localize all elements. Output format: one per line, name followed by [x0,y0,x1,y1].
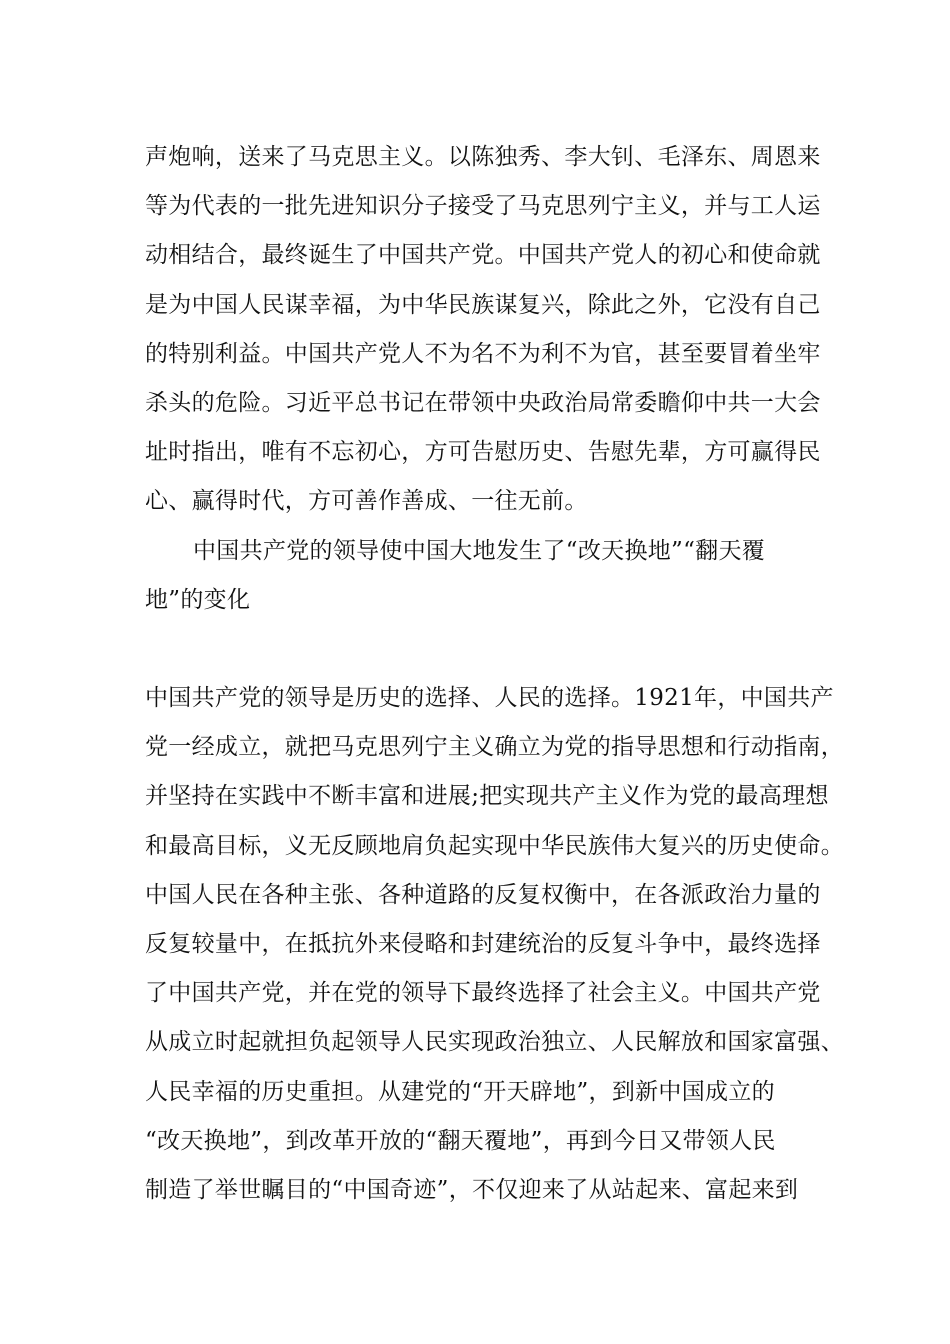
section-heading [145,527,845,625]
text-line: 声炮响，送来了马克思主义。以陈独秀、李大钊、毛泽东、周恩来 [145,144,821,170]
text-line: 党一经成立，就把马克思列宁主义确立为党的指导思想和行动指南， [145,734,844,761]
text-line: 动相结合，最终诞生了中国共产党。中国共产党人的初心和使命就 [145,242,821,269]
text-line: 了中国共产党，并在党的领导下最终选择了社会主义。中国共产党 [145,980,821,1007]
text-line: 址时指出，唯有不忘初心，方可告慰历史、告慰先辈，方可赢得民 [145,439,821,466]
text-line: 是为中国人民谋幸福，为中华民族谋复兴，除此之外，它没有自己 [145,291,821,318]
text-line: 等为代表的一批先进知识分子接受了马克思列宁主义，并与工人运 [145,193,821,220]
text-line: 杀头的危险。习近平总书记在带领中央政治局常委瞻仰中共一大会 [145,389,821,416]
text-line: 和最高目标，义无反顾地肩负起实现中华民族伟大复兴的历史使命。 [145,832,844,859]
heading-line: 地”的变化 [145,586,251,613]
document-body [145,133,845,1215]
text-line: 从成立时起就担负起领导人民实现政治独立、人民解放和国家富强、 [145,1029,844,1056]
text-line: 的特别利益。中国共产党人不为名不为利不为官，甚至要冒着坐牢 [145,340,821,367]
text-line: 中国共产党的领导是历史的选择、人民的选择。1921年，中国共产 [145,685,834,712]
paragraph-2 [145,674,845,1215]
text-line: 并坚持在实践中不断丰富和进展;把实现共产主义作为党的最高理想 [145,783,829,810]
text-line: 中国人民在各种主张、各种道路的反复权衡中，在各派政治力量的 [145,881,821,908]
text-line: 人民幸福的历史重担。从建党的“开天辟地”，到新中国成立的 [145,1078,775,1105]
text-line: “改天换地”，到改革开放的“翻天覆地”，再到今日又带领人民 [145,1127,776,1154]
text-line: 心、赢得时代，方可善作善成、一往无前。 [145,488,588,515]
heading-line: 中国共产党的领导使中国大地发生了“改天换地”“翻天覆 [193,537,766,564]
text-line: 反复较量中，在抵抗外来侵略和封建统治的反复斗争中，最终选择 [145,931,821,957]
paragraph-gap [145,625,845,674]
paragraph-1 [145,133,845,527]
text-line: 制造了举世瞩目的“中国奇迹”，不仅迎来了从站起来、富起来到 [145,1176,799,1203]
